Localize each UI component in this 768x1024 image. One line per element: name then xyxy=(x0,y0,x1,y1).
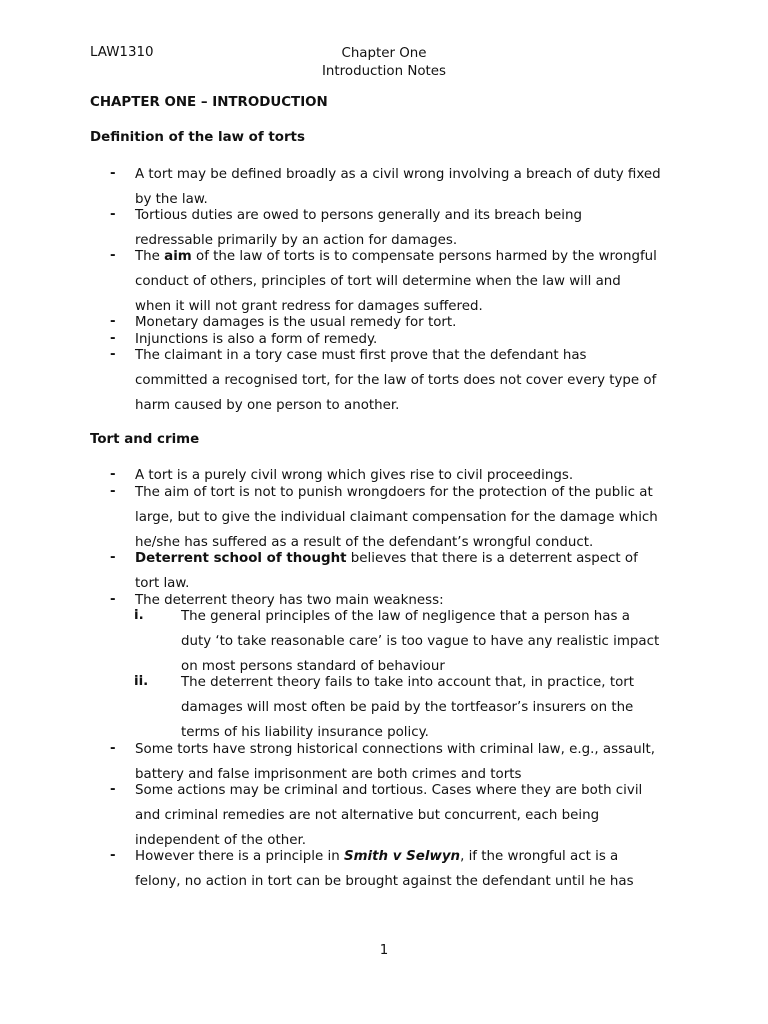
sub-item-text-line: The deterrent theory fails to take into account that, in practice, tort xyxy=(181,675,635,690)
sub-item-text-line: terms of his liability insurance policy. xyxy=(181,725,429,740)
bullet-text-line: The deterrent theory has two main weakness: xyxy=(135,593,444,608)
bullet-dash: - xyxy=(110,550,116,565)
bullet-text-line xyxy=(135,248,657,273)
bullet-text-line: The claimant in a tory case must first prove that the defendant has xyxy=(135,348,587,363)
bullet-text-line: Some torts have strong historical connections with criminal law, e.g., assault, xyxy=(135,742,655,757)
bullet-text-line: he/she has suffered as a result of the defendant’s wrongful conduct. xyxy=(135,535,594,550)
bullet-dash: - xyxy=(110,347,116,362)
text-run: of the law of torts is to compensate persons harmed by the wrongful xyxy=(191,249,657,264)
bullet-text-line: conduct of others, principles of tort will determine when the law will and xyxy=(135,274,621,289)
section-heading-tort-and-crime: Tort and crime xyxy=(90,432,200,447)
bullet-dash: - xyxy=(110,484,116,499)
text-run: The xyxy=(135,249,165,264)
text-run: However there is a principle in xyxy=(135,849,344,864)
sub-item-text-line: duty ‘to take reasonable care’ is too vague to have any realistic impact xyxy=(181,634,660,649)
bullet-dash: - xyxy=(110,331,116,346)
sub-item-number: ii. xyxy=(134,674,149,689)
bullet-dash: - xyxy=(110,248,116,263)
header-subtitle: Introduction Notes xyxy=(321,63,447,79)
bullet-text-line: committed a recognised tort, for the law of torts does not cover every type of xyxy=(135,373,657,388)
bullet-dash: - xyxy=(110,592,116,607)
section-heading-definition: Definition of the law of torts xyxy=(90,130,305,145)
bullet-text-line xyxy=(135,550,638,575)
bullet-dash: - xyxy=(110,467,116,482)
bullet-text-line: A tort may be defined broadly as a civil wrong involving a breach of duty fixed xyxy=(135,167,661,182)
page-number: 1 xyxy=(379,943,389,958)
bullet-text-line xyxy=(135,848,634,873)
text-run: believes that there is a deterrent aspect of xyxy=(346,551,638,566)
bullet-dash: - xyxy=(110,166,116,181)
bullet-text-line: Some actions may be criminal and tortious. Cases where they are both civil xyxy=(135,783,643,798)
bullet-dash: - xyxy=(110,848,116,863)
header-chapter: Chapter One xyxy=(341,46,427,61)
bullet-text-line: large, but to give the individual claimant compensation for the damage which xyxy=(135,510,658,525)
bullet-text-line: A tort is a purely civil wrong which gives rise to civil proceedings. xyxy=(135,468,574,483)
sub-item-text-line: on most persons standard of behaviour xyxy=(181,659,445,674)
bullet-dash: - xyxy=(110,782,116,797)
sub-item-text-line: The general principles of the law of negligence that a person has a xyxy=(181,609,630,624)
bullet-text-line: redressable primarily by an action for damages. xyxy=(135,233,458,248)
header-course-code: LAW1310 xyxy=(90,45,154,60)
emphasis-aim: aim xyxy=(164,249,192,264)
bullet-text-line: The aim of tort is not to punish wrongdoers for the protection of the public at xyxy=(135,485,653,500)
document-title: CHAPTER ONE – INTRODUCTION xyxy=(90,95,328,110)
bullet-dash: - xyxy=(110,741,116,756)
bullet-text-line: tort law. xyxy=(135,576,190,591)
bullet-text-line: when it will not grant redress for damages suffered. xyxy=(135,299,483,314)
bullet-text-line: independent of the other. xyxy=(135,833,306,848)
bullet-dash: - xyxy=(110,207,116,222)
bullet-text-line: battery and false imprisonment are both crimes and torts xyxy=(135,767,522,782)
emphasis-deterrent-school: Deterrent school of thought xyxy=(135,551,347,566)
bullet-text-line: harm caused by one person to another. xyxy=(135,398,400,413)
bullet-text-line: felony, no action in tort can be brought against the defendant until he has xyxy=(135,874,634,889)
bullet-text-line: and criminal remedies are not alternative but concurrent, each being xyxy=(135,808,600,823)
bullet-dash: - xyxy=(110,314,116,329)
text-run: , if the wrongful act is a xyxy=(460,849,619,864)
header-chapter-block xyxy=(0,45,768,80)
bullet-text-line: Injunctions is also a form of remedy. xyxy=(135,332,378,347)
bullet-text-line: Monetary damages is the usual remedy for tort. xyxy=(135,315,457,330)
sub-item-number: i. xyxy=(134,608,144,623)
bullet-text-line: Tortious duties are owed to persons generally and its breach being xyxy=(135,208,582,223)
bullet-text-line: by the law. xyxy=(135,192,208,207)
sub-item-text-line: damages will most often be paid by the tortfeasor’s insurers on the xyxy=(181,700,634,715)
case-citation: Smith v Selwyn xyxy=(343,849,461,864)
